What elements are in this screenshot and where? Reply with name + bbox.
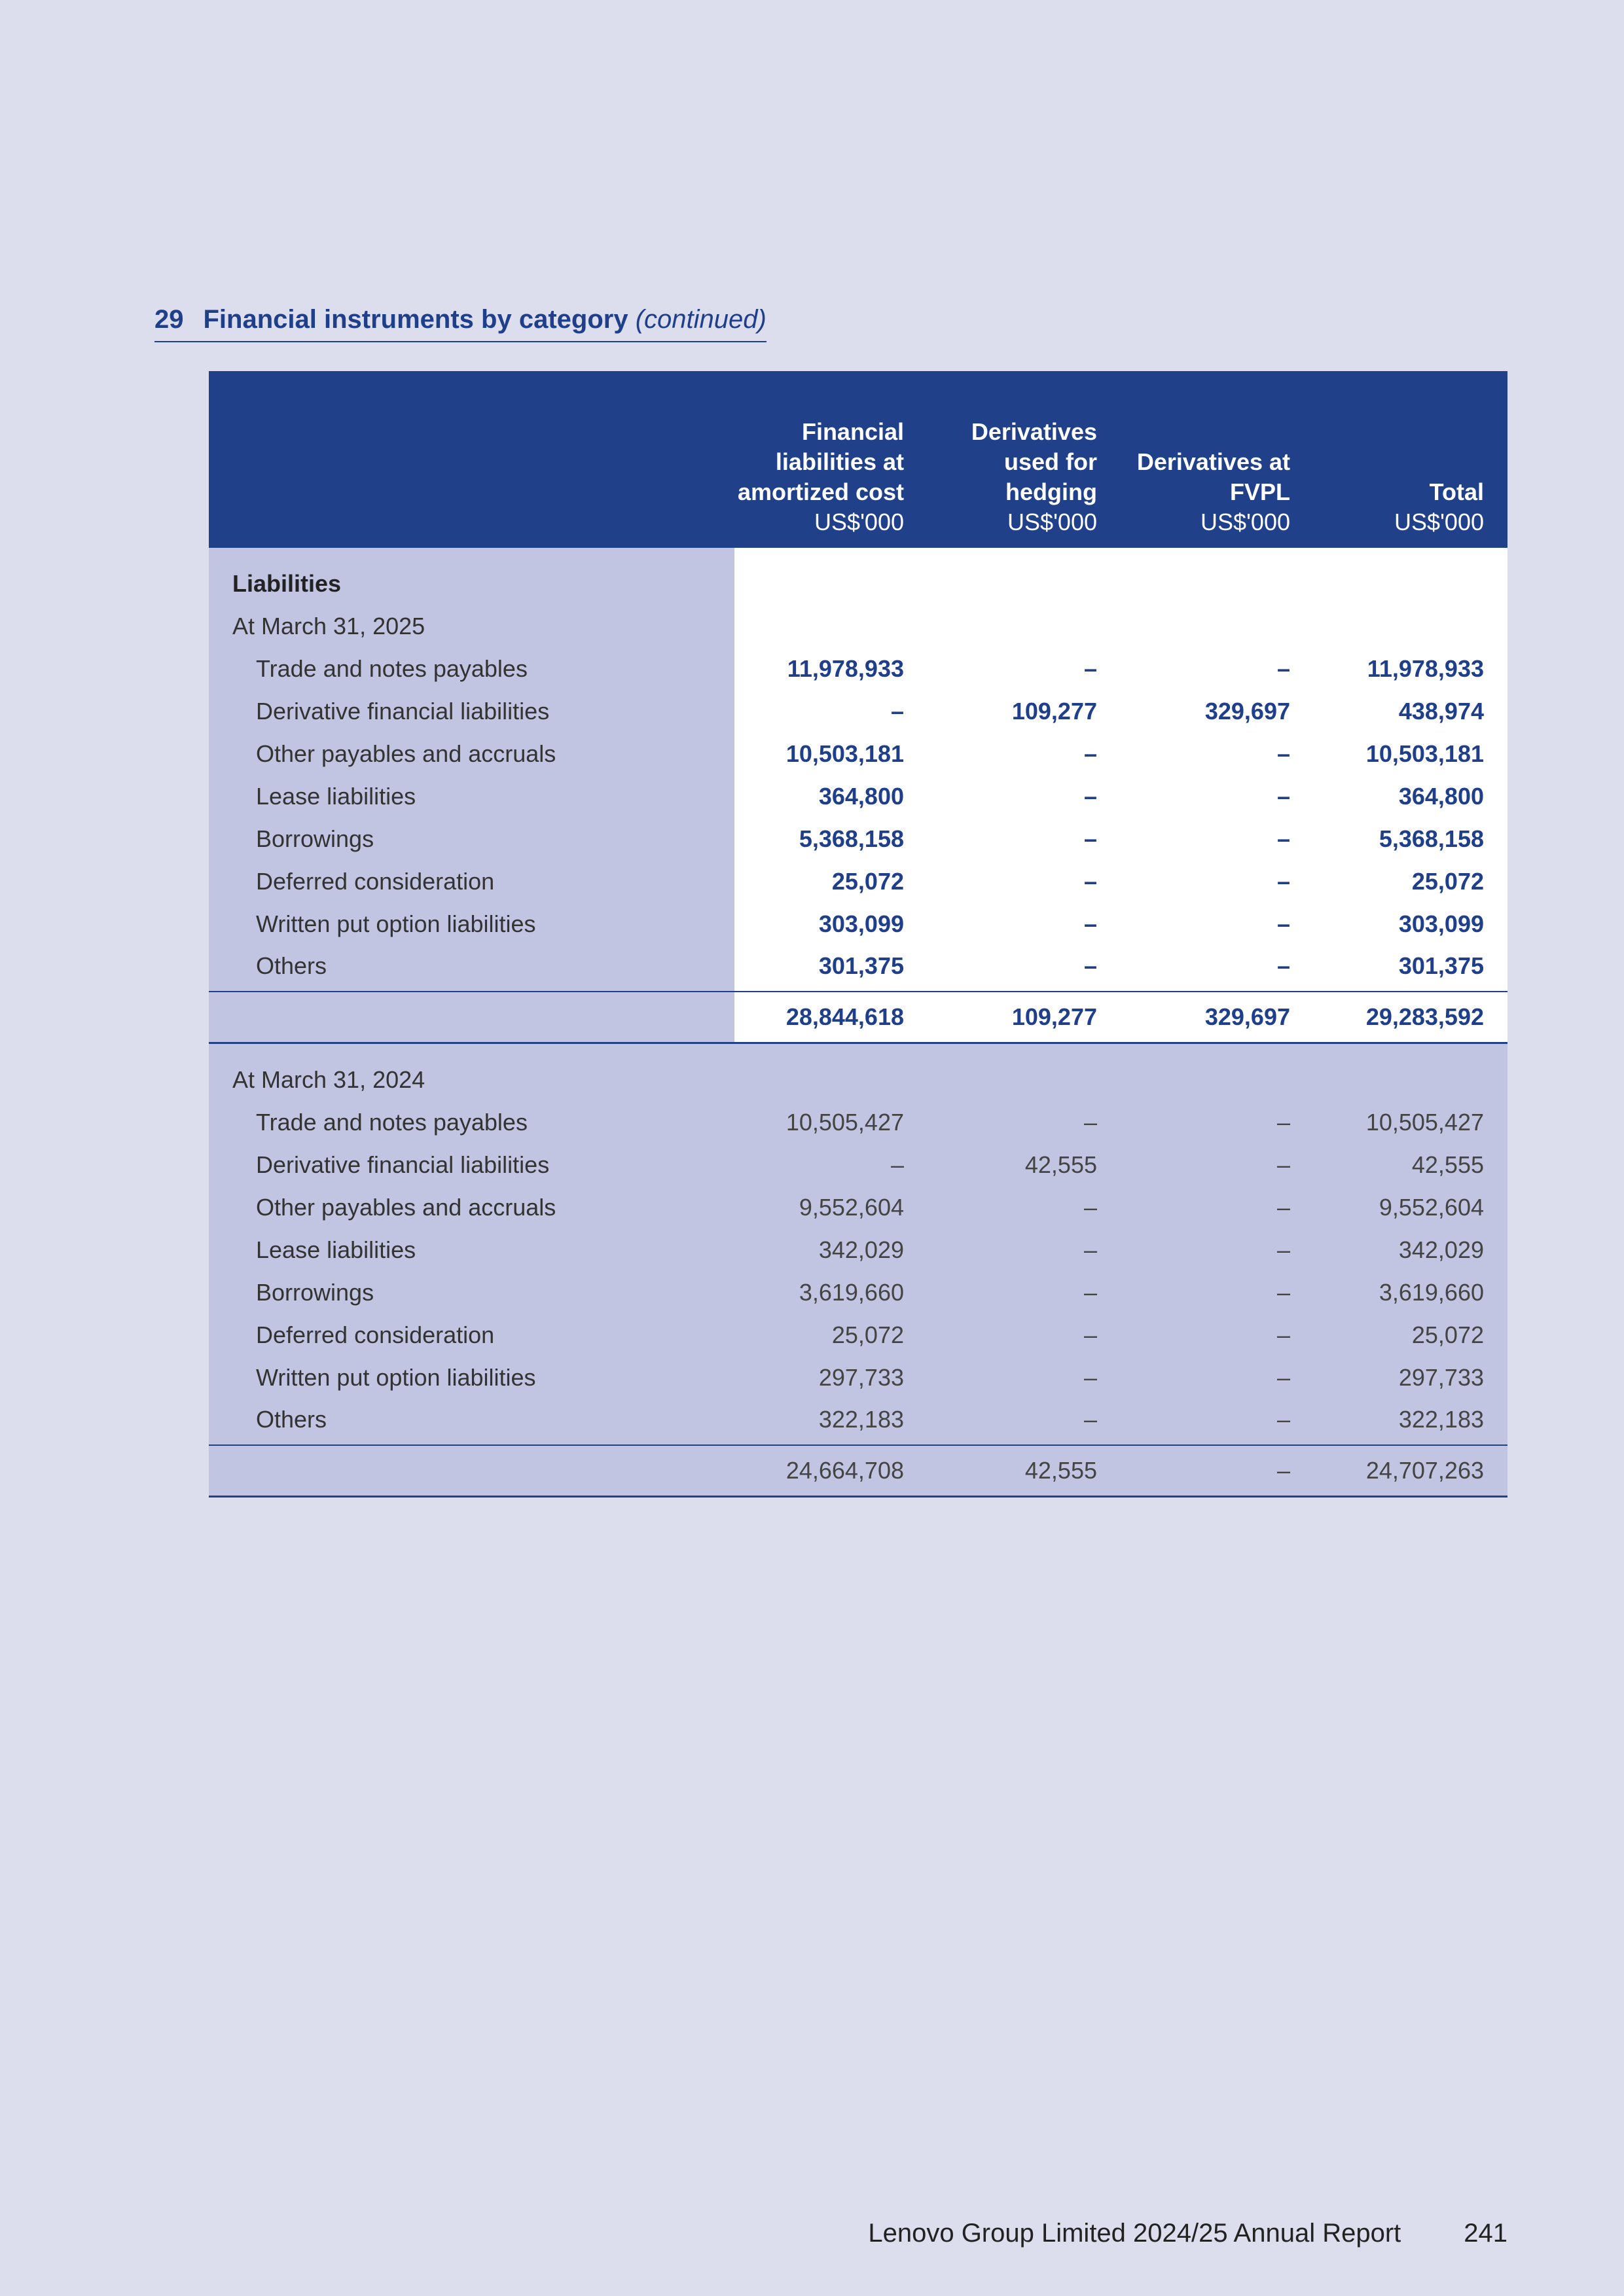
value-cell: 342,029 [734, 1229, 928, 1271]
value-cell: 25,072 [1314, 860, 1507, 903]
date-label-row [209, 605, 1507, 647]
value-cell: – [1121, 1101, 1314, 1143]
spacer-row [209, 1043, 1507, 1059]
table-row [209, 903, 1507, 945]
value-cell [1121, 548, 1314, 562]
value-cell: 10,505,427 [734, 1101, 928, 1143]
value-cell [928, 562, 1121, 605]
row-label: Other payables and accruals [209, 1186, 734, 1229]
row-label: Borrowings [209, 1271, 734, 1314]
value-cell [1314, 1043, 1507, 1059]
value-cell: 25,072 [734, 1314, 928, 1356]
total-value-cell: 28,844,618 [734, 992, 928, 1043]
group-label: Liabilities [209, 562, 734, 605]
header-label: Financial liabilities at amortized cost [737, 418, 904, 505]
total-row [209, 992, 1507, 1043]
total-row [209, 1445, 1507, 1497]
value-cell [1121, 1043, 1314, 1059]
value-cell [1121, 562, 1314, 605]
value-cell [928, 1043, 1121, 1059]
spacer-row [209, 548, 1507, 562]
value-cell: 11,978,933 [734, 647, 928, 690]
value-cell: 301,375 [1314, 945, 1507, 992]
value-cell: – [928, 860, 1121, 903]
value-cell: – [928, 817, 1121, 860]
value-cell: 25,072 [1314, 1314, 1507, 1356]
value-cell: 11,978,933 [1314, 647, 1507, 690]
row-label: Written put option liabilities [209, 1356, 734, 1399]
row-label: Written put option liabilities [209, 903, 734, 945]
table-row [209, 1143, 1507, 1186]
header-unit: US$'000 [1007, 509, 1097, 535]
table-row [209, 690, 1507, 732]
value-cell: – [928, 1314, 1121, 1356]
value-cell: 438,974 [1314, 690, 1507, 732]
value-cell: – [928, 647, 1121, 690]
total-value-cell: 329,697 [1121, 992, 1314, 1043]
table-row [209, 1356, 1507, 1399]
value-cell: 342,029 [1314, 1229, 1507, 1271]
value-cell: – [1121, 817, 1314, 860]
value-cell [1314, 1058, 1507, 1101]
value-cell: – [1121, 1229, 1314, 1271]
total-value-cell: 109,277 [928, 992, 1121, 1043]
value-cell: 329,697 [1121, 690, 1314, 732]
value-cell: 9,552,604 [1314, 1186, 1507, 1229]
header-hedging [928, 371, 1121, 548]
value-cell [1314, 548, 1507, 562]
table-row [209, 860, 1507, 903]
table-row [209, 1271, 1507, 1314]
header-total [1314, 371, 1507, 548]
row-label: Other payables and accruals [209, 732, 734, 775]
total-value-cell: 29,283,592 [1314, 992, 1507, 1043]
row-label: Deferred consideration [209, 1314, 734, 1356]
section-title-text: Financial instruments by category [203, 305, 628, 334]
value-cell [734, 548, 928, 562]
value-cell: – [928, 1186, 1121, 1229]
value-cell: 42,555 [928, 1143, 1121, 1186]
row-label: Borrowings [209, 817, 734, 860]
header-label: Total [1429, 478, 1484, 505]
total-value-cell: – [1121, 1445, 1314, 1497]
value-cell: – [1121, 1271, 1314, 1314]
value-cell [928, 548, 1121, 562]
value-cell: – [928, 1101, 1121, 1143]
row-label: Lease liabilities [209, 775, 734, 817]
value-cell: – [1121, 775, 1314, 817]
value-cell: – [928, 1399, 1121, 1445]
value-cell [734, 605, 928, 647]
value-cell: 3,619,660 [734, 1271, 928, 1314]
value-cell: – [1121, 860, 1314, 903]
row-label: Trade and notes payables [209, 647, 734, 690]
value-cell: – [928, 1229, 1121, 1271]
value-cell: – [928, 775, 1121, 817]
date-label: At March 31, 2025 [209, 605, 734, 647]
value-cell: 109,277 [928, 690, 1121, 732]
value-cell: – [928, 903, 1121, 945]
value-cell: 297,733 [1314, 1356, 1507, 1399]
value-cell: 364,800 [734, 775, 928, 817]
value-cell: 10,503,181 [734, 732, 928, 775]
value-cell: – [734, 1143, 928, 1186]
section-title [154, 305, 767, 342]
page-number: 241 [1464, 2219, 1507, 2248]
value-cell [1314, 562, 1507, 605]
table-row [209, 732, 1507, 775]
header-label: Derivatives at FVPL [1136, 448, 1290, 505]
value-cell: – [1121, 732, 1314, 775]
table-row [209, 647, 1507, 690]
header-fvpl [1121, 371, 1314, 548]
financial-instruments-table [209, 371, 1507, 1498]
row-label: Others [209, 1399, 734, 1445]
value-cell: – [928, 1271, 1121, 1314]
value-cell: 3,619,660 [1314, 1271, 1507, 1314]
value-cell [734, 562, 928, 605]
value-cell: 42,555 [1314, 1143, 1507, 1186]
value-cell [1121, 605, 1314, 647]
total-value-cell: 24,664,708 [734, 1445, 928, 1497]
total-value-cell: 42,555 [928, 1445, 1121, 1497]
value-cell: 25,072 [734, 860, 928, 903]
value-cell [734, 1043, 928, 1059]
value-cell: 10,503,181 [1314, 732, 1507, 775]
value-cell: 297,733 [734, 1356, 928, 1399]
table-row [209, 1229, 1507, 1271]
value-cell: – [928, 1356, 1121, 1399]
table-row [209, 1399, 1507, 1445]
label-cell [209, 1043, 734, 1059]
value-cell: 9,552,604 [734, 1186, 928, 1229]
page-footer [868, 2219, 1507, 2248]
section-number: 29 [154, 305, 184, 334]
value-cell: – [1121, 1143, 1314, 1186]
row-label: Lease liabilities [209, 1229, 734, 1271]
value-cell: – [1121, 647, 1314, 690]
table-row [209, 945, 1507, 992]
date-label: At March 31, 2024 [209, 1058, 734, 1101]
table-row [209, 1186, 1507, 1229]
row-label: Trade and notes payables [209, 1101, 734, 1143]
total-value-cell: 24,707,263 [1314, 1445, 1507, 1497]
value-cell [928, 605, 1121, 647]
footer-report-title: Lenovo Group Limited 2024/25 Annual Report [868, 2219, 1401, 2248]
value-cell: 322,183 [734, 1399, 928, 1445]
value-cell: – [1121, 1356, 1314, 1399]
date-label-row [209, 1058, 1507, 1101]
value-cell: 322,183 [1314, 1399, 1507, 1445]
value-cell [1121, 1058, 1314, 1101]
value-cell: – [1121, 1314, 1314, 1356]
value-cell: 5,368,158 [734, 817, 928, 860]
value-cell: – [734, 690, 928, 732]
value-cell: 10,505,427 [1314, 1101, 1507, 1143]
table-row [209, 817, 1507, 860]
continued-label: (continued) [635, 305, 767, 334]
row-label: Deferred consideration [209, 860, 734, 903]
header-unit: US$'000 [814, 509, 904, 535]
group-label-row [209, 562, 1507, 605]
header-blank [209, 371, 734, 548]
header-amortized-cost [734, 371, 928, 548]
table-row [209, 775, 1507, 817]
value-cell: 301,375 [734, 945, 928, 992]
value-cell: – [928, 732, 1121, 775]
header-unit: US$'000 [1200, 509, 1290, 535]
value-cell: – [1121, 945, 1314, 992]
total-label-cell [209, 1445, 734, 1497]
value-cell: 303,099 [1314, 903, 1507, 945]
total-label-cell [209, 992, 734, 1043]
value-cell: – [928, 945, 1121, 992]
value-cell: – [1121, 903, 1314, 945]
value-cell [1314, 605, 1507, 647]
row-label: Derivative financial liabilities [209, 690, 734, 732]
value-cell: 364,800 [1314, 775, 1507, 817]
value-cell: – [1121, 1399, 1314, 1445]
row-label: Derivative financial liabilities [209, 1143, 734, 1186]
value-cell: 303,099 [734, 903, 928, 945]
header-unit: US$'000 [1394, 509, 1484, 535]
table-row [209, 1314, 1507, 1356]
label-cell [209, 548, 734, 562]
table-row [209, 1101, 1507, 1143]
value-cell [734, 1058, 928, 1101]
header-label: Derivatives used for hedging [971, 418, 1097, 505]
value-cell: 5,368,158 [1314, 817, 1507, 860]
value-cell: – [1121, 1186, 1314, 1229]
value-cell [928, 1058, 1121, 1101]
row-label: Others [209, 945, 734, 992]
table-header-row [209, 371, 1507, 548]
